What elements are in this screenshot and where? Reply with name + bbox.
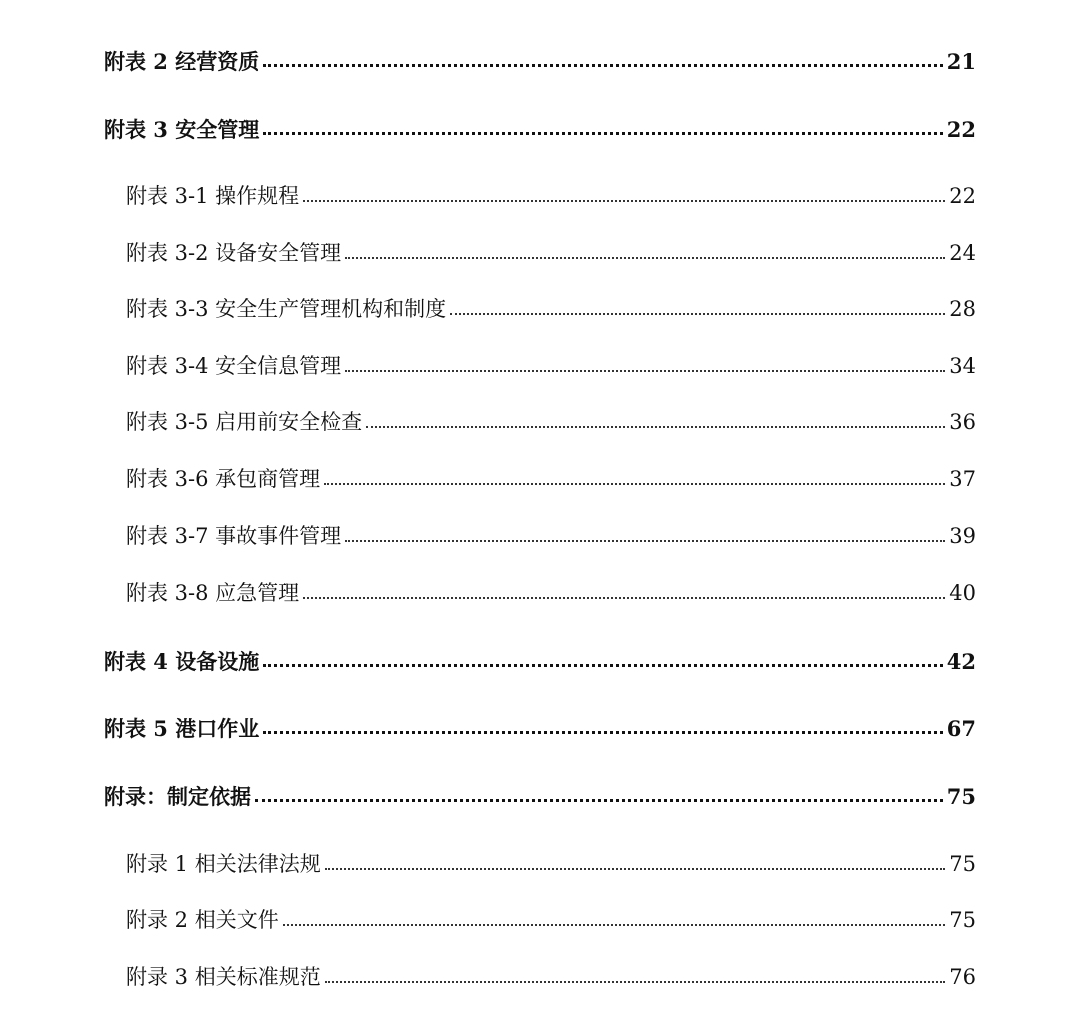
toc-page-number: 21: [946, 49, 976, 74]
toc-entry-title: 附表 3-1 操作规程: [126, 184, 300, 208]
toc-entry-appendix-basis[interactable]: [0, 775, 1080, 807]
toc-leader-dots: [255, 799, 943, 802]
toc-entry-title: 附录：制定依据: [104, 784, 251, 809]
toc-entry-title: 附表 4 设备设施: [104, 649, 260, 674]
toc-leader-dots: [263, 731, 943, 734]
toc-leader-dots: [303, 200, 945, 202]
toc-entry-title: 附录 3 相关标准规范: [126, 965, 321, 989]
toc-entry-title: 附表 3-7 事故事件管理: [126, 524, 342, 548]
toc-entry-appendix-table-3-4[interactable]: [0, 345, 1080, 377]
toc-entry-appendix-table-4[interactable]: [0, 640, 1080, 672]
toc-entry-appendix-3[interactable]: [0, 956, 1080, 988]
toc-leader-dots: [345, 540, 945, 542]
toc-entry-title: 附表 3-8 应急管理: [126, 581, 300, 605]
toc-entry-title: 附表 5 港口作业: [104, 716, 260, 741]
toc-entry-title: 附表 3-4 安全信息管理: [126, 354, 342, 378]
toc-page-number: 36: [949, 410, 976, 434]
toc-leader-dots: [325, 868, 946, 870]
toc-page-number: 22: [949, 184, 976, 208]
toc-page-number: 42: [946, 649, 976, 674]
toc-entry-title: 附表 3-5 启用前安全检查: [126, 410, 363, 434]
toc-leader-dots: [366, 426, 945, 428]
toc-leader-dots: [283, 924, 946, 926]
toc-page-number: 67: [946, 716, 976, 741]
toc-entry-title: 附录 2 相关文件: [126, 908, 279, 932]
toc-leader-dots: [324, 483, 945, 485]
toc-page-number: 76: [949, 965, 976, 989]
toc-entry-appendix-table-5[interactable]: [0, 707, 1080, 739]
toc-entry-appendix-table-3-7[interactable]: [0, 515, 1080, 547]
toc-entry-appendix-table-3-6[interactable]: [0, 458, 1080, 490]
toc-entry-appendix-table-3-3[interactable]: [0, 288, 1080, 320]
toc-page-number: 39: [949, 524, 976, 548]
toc-leader-dots: [345, 257, 945, 259]
toc-leader-dots: [450, 313, 945, 315]
toc-page-number: 24: [949, 241, 976, 265]
toc-entry-title: 附表 3 安全管理: [104, 117, 260, 142]
toc-entry-appendix-2[interactable]: [0, 899, 1080, 931]
toc-entry-appendix-table-3-1[interactable]: [0, 175, 1080, 207]
toc-page-number: 75: [946, 784, 976, 809]
toc-entry-title: 附表 2 经营资质: [104, 49, 260, 74]
toc-leader-dots: [263, 64, 943, 67]
toc-entry-appendix-table-3-8[interactable]: [0, 572, 1080, 604]
toc-page-number: 40: [949, 581, 976, 605]
toc-leader-dots: [345, 370, 945, 372]
toc-entry-appendix-1[interactable]: [0, 843, 1080, 875]
toc-entry-appendix-table-3-2[interactable]: [0, 232, 1080, 264]
toc-entry-title: 附录 1 相关法律法规: [126, 852, 321, 876]
toc-entry-appendix-table-2[interactable]: [0, 40, 1080, 72]
toc-leader-dots: [325, 981, 946, 983]
toc-page-number: 37: [949, 467, 976, 491]
toc-leader-dots: [263, 132, 943, 135]
toc-entry-title: 附表 3-6 承包商管理: [126, 467, 321, 491]
toc-leader-dots: [263, 664, 943, 667]
toc-entry-title: 附表 3-2 设备安全管理: [126, 241, 342, 265]
toc-leader-dots: [303, 597, 945, 599]
toc-page-number: 22: [946, 117, 976, 142]
toc-page-number: 75: [949, 852, 976, 876]
toc-page-number: 28: [949, 297, 976, 321]
toc-entry-title: 附表 3-3 安全生产管理机构和制度: [126, 297, 447, 321]
toc-page-number: 75: [949, 908, 976, 932]
toc-entry-appendix-table-3[interactable]: [0, 108, 1080, 140]
toc-entry-appendix-table-3-5[interactable]: [0, 401, 1080, 433]
toc-page-number: 34: [949, 354, 976, 378]
